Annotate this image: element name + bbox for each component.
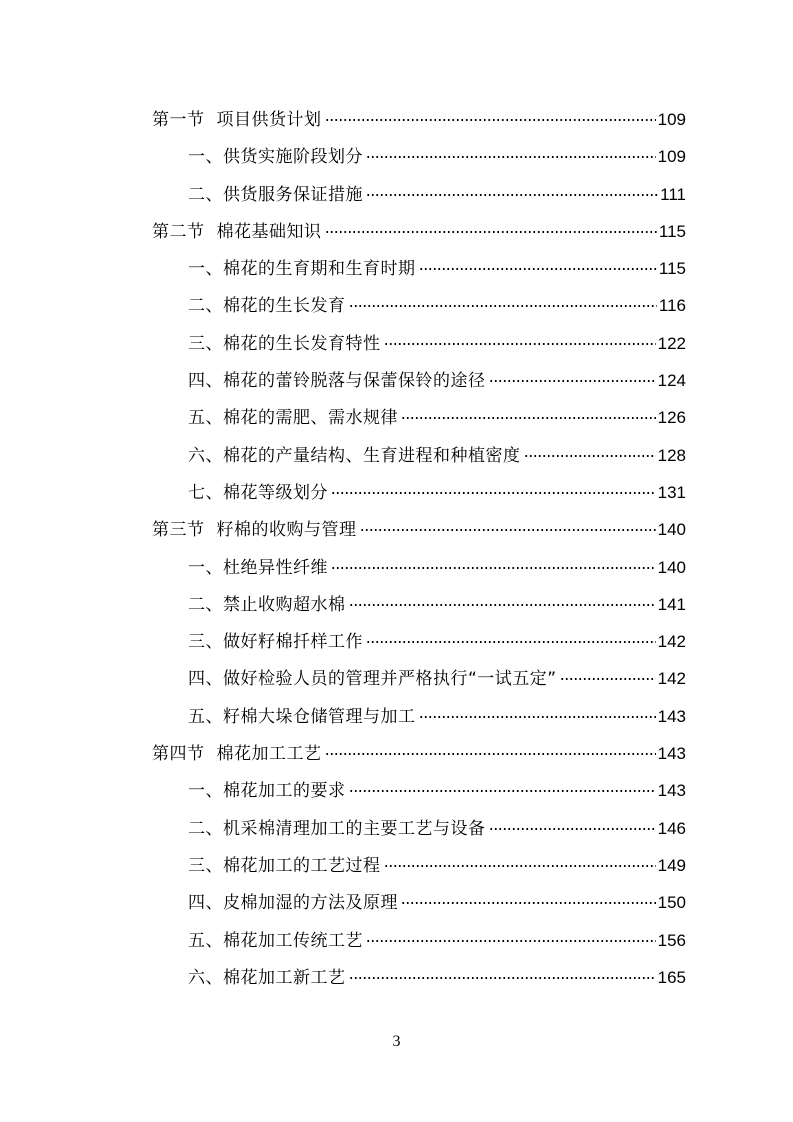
toc-subsection-entry[interactable] bbox=[152, 250, 686, 287]
toc-subsection-entry[interactable] bbox=[152, 474, 686, 511]
toc-dot-leader bbox=[349, 790, 656, 792]
toc-entry-title bbox=[152, 102, 322, 139]
toc-entry-title bbox=[188, 624, 363, 661]
toc-entry-title bbox=[188, 177, 363, 214]
toc-entry-text: 七、棉花等级划分 bbox=[188, 482, 328, 503]
toc-entry-text: 六、棉花加工新工艺 bbox=[188, 967, 346, 988]
toc-page-number: 143 bbox=[657, 781, 686, 801]
toc-page-number: 143 bbox=[657, 744, 686, 764]
toc-subsection-entry[interactable] bbox=[152, 959, 686, 996]
toc-entry-text: 籽棉的收购与管理 bbox=[216, 520, 357, 541]
toc-subsection-entry[interactable] bbox=[152, 437, 686, 474]
toc-entry-title bbox=[152, 736, 322, 773]
toc-entry-title bbox=[188, 587, 346, 624]
toc-dot-leader bbox=[419, 268, 657, 270]
toc-entry-title bbox=[152, 214, 322, 251]
toc-entry-title bbox=[188, 139, 363, 176]
toc-subsection-entry[interactable] bbox=[152, 549, 686, 586]
toc-entry-title bbox=[188, 960, 346, 997]
toc-dot-leader bbox=[489, 828, 656, 830]
toc-page-number: 165 bbox=[657, 967, 686, 987]
toc-section-entry[interactable] bbox=[152, 735, 686, 772]
page-number: 3 bbox=[392, 1033, 401, 1050]
toc-section-number: 第三节 bbox=[152, 520, 205, 541]
toc-dot-leader bbox=[524, 455, 656, 457]
toc-dot-leader bbox=[384, 343, 656, 345]
toc-section-entry[interactable] bbox=[152, 511, 686, 548]
toc-page-number: 126 bbox=[657, 408, 686, 428]
toc-subsection-entry[interactable] bbox=[152, 847, 686, 884]
toc-dot-leader bbox=[560, 678, 656, 680]
toc-entry-text: 三、棉花加工的工艺过程 bbox=[188, 855, 381, 876]
toc-entry-text: 三、棉花的生长发育特性 bbox=[188, 333, 381, 354]
toc-entry-title bbox=[188, 400, 398, 437]
toc-page-number: 141 bbox=[657, 594, 686, 614]
toc-dot-leader bbox=[366, 641, 656, 643]
toc-subsection-entry[interactable] bbox=[152, 399, 686, 436]
toc-page-number: 128 bbox=[657, 445, 686, 465]
toc-page-number: 116 bbox=[658, 296, 686, 316]
toc-dot-leader bbox=[384, 865, 656, 867]
toc-section-number: 第一节 bbox=[152, 110, 205, 130]
toc-page-number: 115 bbox=[658, 259, 686, 279]
toc-entry-text: 五、籽棉大垛仓储管理与加工 bbox=[188, 706, 416, 727]
toc-subsection-entry[interactable] bbox=[152, 287, 686, 324]
toc-page-number: 124 bbox=[657, 371, 686, 391]
toc-entry-text: 一、棉花的生育期和生育时期 bbox=[188, 259, 416, 280]
toc-entry-text: 三、做好籽棉扦样工作 bbox=[188, 632, 363, 653]
toc-entry-text: 棉花加工工艺 bbox=[216, 744, 322, 765]
toc-dot-leader bbox=[360, 529, 656, 531]
toc-entry-title bbox=[188, 475, 328, 512]
toc-entry-text: 五、棉花的需肥、需水规律 bbox=[188, 408, 398, 429]
toc-entry-text: 二、供货服务保证措施 bbox=[188, 184, 363, 205]
toc-dot-leader bbox=[366, 194, 658, 196]
toc-entry-text: 六、棉花的产量结构、生育进程和种植密度 bbox=[188, 445, 521, 466]
toc-entry-title bbox=[188, 699, 416, 736]
toc-section-number: 第二节 bbox=[152, 221, 205, 242]
toc-page-number: 109 bbox=[657, 147, 686, 167]
toc-section-entry[interactable] bbox=[152, 101, 686, 138]
toc-page-number: 140 bbox=[657, 520, 686, 540]
toc-entry-text: 四、做好检验人员的管理并严格执行“一试五定” bbox=[188, 669, 557, 690]
toc-subsection-entry[interactable] bbox=[152, 884, 686, 921]
toc-entry-text: 一、棉花加工的要求 bbox=[188, 781, 346, 802]
toc-page-number: 143 bbox=[657, 706, 686, 726]
toc-entry-text: 四、皮棉加湿的方法及原理 bbox=[188, 893, 398, 914]
toc-subsection-entry[interactable] bbox=[152, 698, 686, 735]
toc-entry-title bbox=[188, 550, 328, 587]
toc-entry-text: 二、棉花的生长发育 bbox=[188, 296, 346, 317]
toc-dot-leader bbox=[366, 156, 656, 158]
toc-entry-title bbox=[152, 512, 357, 549]
toc-dot-leader bbox=[366, 940, 656, 942]
toc-subsection-entry[interactable] bbox=[152, 810, 686, 847]
toc-subsection-entry[interactable] bbox=[152, 138, 686, 175]
toc-page-number: 109 bbox=[657, 110, 686, 129]
toc-section-number: 第四节 bbox=[152, 744, 205, 765]
toc-entry-title bbox=[188, 773, 346, 810]
toc-subsection-entry[interactable] bbox=[152, 772, 686, 809]
table-of-contents bbox=[152, 101, 686, 996]
toc-page-number: 140 bbox=[657, 557, 686, 577]
toc-section-entry[interactable] bbox=[152, 213, 686, 250]
toc-subsection-entry[interactable] bbox=[152, 922, 686, 959]
toc-subsection-entry[interactable] bbox=[152, 362, 686, 399]
toc-dot-leader bbox=[325, 753, 656, 755]
toc-entry-title bbox=[188, 848, 381, 885]
toc-page-number: 149 bbox=[657, 855, 686, 875]
toc-page-number: 111 bbox=[660, 184, 686, 204]
toc-entry-title bbox=[188, 288, 346, 325]
toc-dot-leader bbox=[349, 305, 657, 307]
toc-entry-text: 五、棉花加工传统工艺 bbox=[188, 930, 363, 951]
toc-subsection-entry[interactable] bbox=[152, 325, 686, 362]
toc-dot-leader bbox=[401, 417, 656, 419]
toc-entry-title bbox=[188, 251, 416, 288]
toc-entry-title bbox=[188, 363, 486, 400]
toc-page-number: 146 bbox=[657, 818, 686, 838]
toc-entry-title bbox=[188, 811, 486, 848]
toc-entry-text: 一、杜绝异性纤维 bbox=[188, 557, 328, 578]
toc-page-number: 131 bbox=[657, 482, 686, 502]
toc-dot-leader bbox=[489, 380, 656, 382]
toc-entry-title bbox=[188, 661, 557, 698]
toc-page-number: 150 bbox=[657, 893, 686, 913]
toc-entry-text: 二、机采棉清理加工的主要工艺与设备 bbox=[188, 818, 486, 839]
toc-dot-leader bbox=[325, 231, 657, 233]
toc-dot-leader bbox=[349, 604, 656, 606]
toc-page-number: 142 bbox=[657, 632, 686, 652]
toc-entry-text: 一、供货实施阶段划分 bbox=[188, 147, 363, 168]
toc-page-number: 115 bbox=[658, 221, 686, 241]
toc-subsection-entry[interactable] bbox=[152, 660, 686, 697]
toc-entry-title bbox=[188, 923, 363, 960]
toc-entry-text: 项目供货计划 bbox=[216, 110, 322, 130]
toc-entry-title bbox=[188, 885, 398, 922]
toc-subsection-entry[interactable] bbox=[152, 176, 686, 213]
toc-entry-text: 棉花基础知识 bbox=[216, 221, 322, 242]
toc-dot-leader bbox=[331, 492, 656, 494]
toc-dot-leader bbox=[419, 716, 656, 718]
toc-subsection-entry[interactable] bbox=[152, 623, 686, 660]
toc-dot-leader bbox=[349, 977, 656, 979]
toc-page-number: 122 bbox=[657, 333, 686, 353]
toc-dot-leader bbox=[331, 567, 656, 569]
toc-dot-leader bbox=[325, 119, 656, 121]
toc-entry-text: 二、禁止收购超水棉 bbox=[188, 594, 346, 615]
toc-entry-text: 四、棉花的蕾铃脱落与保蕾保铃的途径 bbox=[188, 371, 486, 392]
toc-subsection-entry[interactable] bbox=[152, 586, 686, 623]
toc-dot-leader bbox=[401, 902, 656, 904]
toc-entry-title bbox=[188, 438, 521, 475]
toc-entry-title bbox=[188, 326, 381, 363]
toc-page-number: 156 bbox=[657, 930, 686, 950]
toc-page-number: 142 bbox=[657, 669, 686, 689]
